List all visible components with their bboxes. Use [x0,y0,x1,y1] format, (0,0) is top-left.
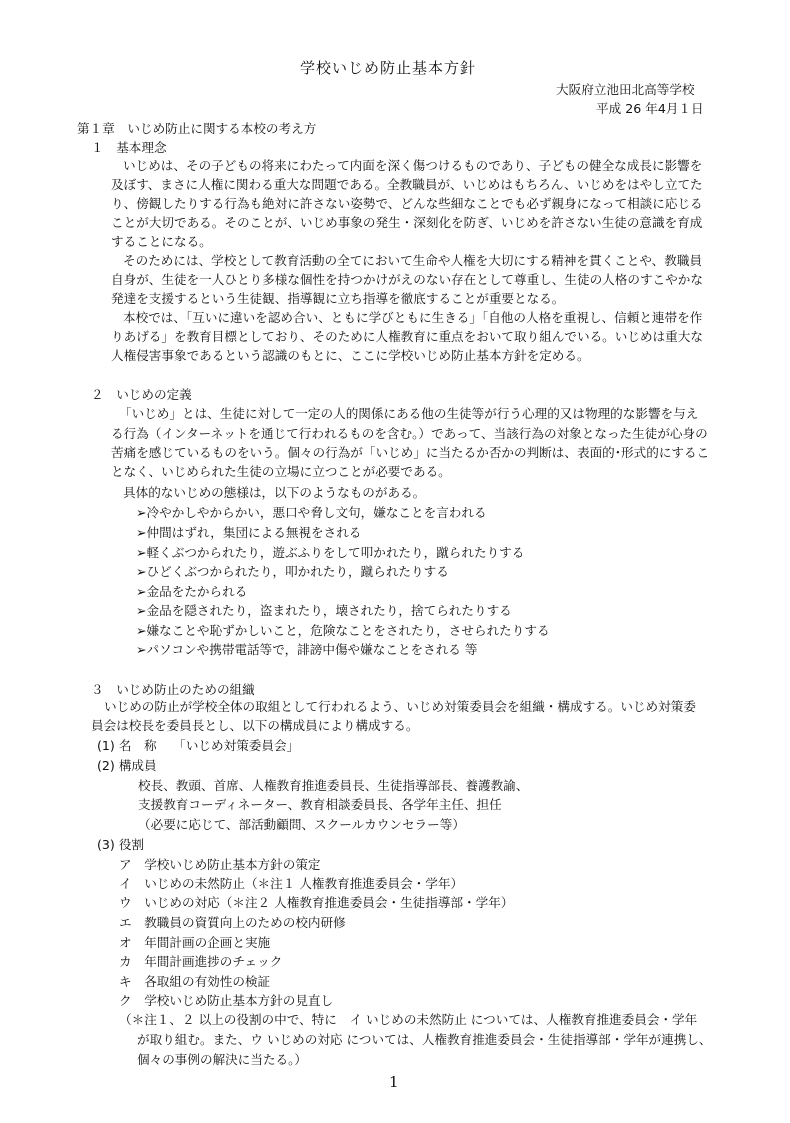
role-item: オ 年間計画の企画と実施 [119,935,271,950]
chapter-heading: 第１章 いじめ防止に関する本校の考え方 [77,121,317,136]
paragraph-line: 自身が、生徒を一人ひとり多様な個性を持つかけがえのない存在として尊重し、生徒の人格のすこやかな [111,272,703,287]
member-line: （必要に応じて、部活動顧問、スクールカウンセラー等） [138,817,465,832]
paragraph-line: 人権侵害事象であるという認識のもとに、ここに学校いじめ防止基本方針を定める。 [111,348,590,363]
school-name: 大阪府立池田北高等学校 [556,82,695,97]
paragraph-line: することになる。 [111,234,212,249]
section-heading: ２ いじめの定義 [91,387,192,402]
list-item: (1) 名 称 「いじめ対策委員会」 [97,738,300,753]
list-item: ➢金品を隠されたり，盗まれたり，壊されたり，捨てられたりする [136,603,512,618]
paragraph-line: 及ぼす、まさに人権に関わる重大な問題である。全教職員が、いじめはもちろん、いじめをはやし立てた [111,177,703,192]
list-item: ➢軽くぶつかられたり，遊ぶふりをして叩かれたり，蹴られたりする [136,545,525,560]
paragraph-line: り、傍観したりする行為も絶対に許さない姿勢で、どんな些細なことでも必ず親身になって相談に応じる [111,196,703,211]
paragraph-line: りあげる」を教育目標としており、そのために人権教育に重点をおいて取り組んでいる。いじめは重大な [111,329,703,344]
role-item: カ 年間計画進捗のチェック [119,954,283,969]
paragraph-line: 「いじめ」とは、生徒に対して一定の人的関係にある他の生徒等が行う心理的又は物理的な影響を与え [119,406,699,421]
list-item: (2) 構成員 [97,758,157,773]
role-item: ク 学校いじめ防止基本方針の見直し [119,993,334,1008]
role-item: ア 学校いじめ防止基本方針の策定 [119,857,321,872]
document-title: 学校いじめ防止基本方針 [300,59,477,77]
note-line: （＊注１、２ 以上の役割の中で、特に イ いじめの未然防止 については、人権教育推進委員会・学年 [119,1012,698,1027]
paragraph-line: 発達を支援するという生徒観、指導観に立ち指導を徹底することが重要となる。 [111,291,565,306]
document-date: 平成 26 年4月１日 [596,101,704,116]
list-item: ➢パソコンや携帯電話等で，誹謗中傷や嫌なことをされる 等 [136,642,478,657]
paragraph-line: そのためには、学校として教育活動の全てにおいて生命や人権を大切にする精神を貫くことや、教職員 [123,253,703,268]
page-number: 1 [389,1073,399,1091]
paragraph-line: 具体的ないじめの態様は，以下のようなものがある。 [123,485,426,500]
role-item: ウ いじめの対応（＊注２ 人権教育推進委員会・生徒指導部・学年） [119,895,514,910]
list-item: ➢冷やかしやからかい，悪口や脅し文句，嫌なことを言われる [136,505,487,520]
paragraph-line: る行為（インターネットを通じて行われるものを含む。）であって、当該行為の対象となった生徒が心身の [111,426,708,441]
list-item: ➢嫌なことや恥ずかしいこと，危険なことをされたり，させられたりする [136,623,550,638]
list-item: ➢ひどくぶつかられたり，叩かれたり，蹴られたりする [136,564,449,579]
paragraph-line: 本校では、「互いに違いを認め合い、ともに学びともに生きる」「自他の人格を重視し、信頼と連帯を作 [123,310,703,325]
list-item: (3) 役割 [97,837,145,852]
section-heading: １ 基本理念 [91,140,167,155]
section-heading: ３ いじめ防止のための組織 [91,682,255,697]
paragraph-line: となく、いじめられた生徒の立場に立つことが必要である。 [111,464,451,479]
paragraph-line: 苦痛を感じているものをいう。個々の行為が「いじめ」に当たるか否かの判断は、表面的･形式的にするこ [111,445,710,460]
list-item: ➢金品をたかられる [136,584,248,599]
role-item: イ いじめの未然防止（＊注１ 人権教育推進委員会・学年） [119,876,464,891]
paragraph-line: いじめは、その子どもの将来にわたって内面を深く傷つけるものであり、子どもの健全な成長に影響を [123,158,703,173]
note-line: が取り組む。また、ウ いじめの対応 については、人権教育推進委員会・生徒指導部・学年が連携し、 [137,1032,712,1047]
note-line: 個々の事例の解決に当たる。） [137,1052,308,1067]
paragraph-line: いじめの防止が学校全体の取組として行われるよう、いじめ対策委員会を組織・構成する。いじめ対策委 [104,699,696,714]
member-line: 支援教育コーディネーター、教育相談委員長、各学年主任、担任 [138,797,502,812]
role-item: エ 教職員の資質向上のための校内研修 [119,915,346,930]
paragraph-line: 員会は校長を委員長とし、以下の構成員により構成する。 [91,718,419,733]
role-item: キ 各取組の有効性の検証 [119,974,271,989]
list-item: ➢仲間はずれ，集団による無視をされる [136,525,362,540]
paragraph-line: ことが大切である。そのことが、いじめ事象の発生・深刻化を防ぎ、いじめを許さない生徒の意識を育成 [111,215,703,230]
member-line: 校長、教頭、首席、人権教育推進委員長、生徒指導部長、養護教諭、 [138,778,529,793]
